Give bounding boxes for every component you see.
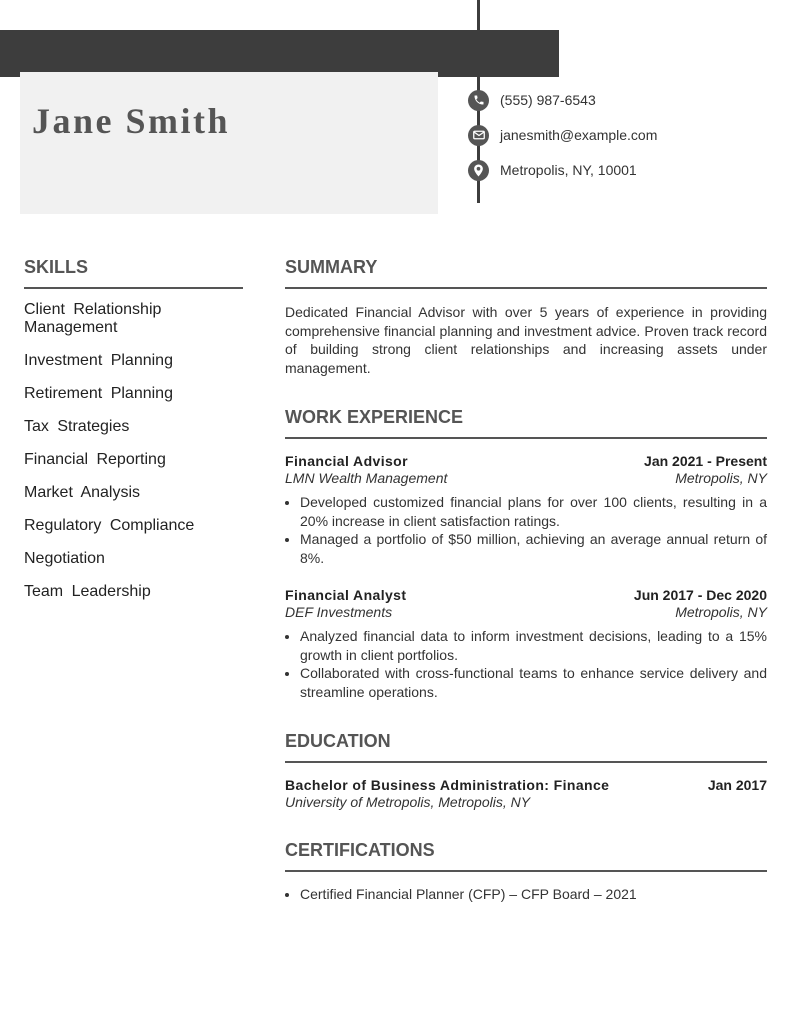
envelope-icon bbox=[468, 125, 489, 146]
skill-item: Client Relationship Management bbox=[24, 301, 162, 336]
degree: Bachelor of Business Administration: Finance bbox=[285, 777, 610, 793]
education-entry bbox=[285, 777, 767, 810]
job-location: Metropolis, NY bbox=[675, 470, 767, 486]
email-address: janesmith@example.com bbox=[500, 127, 658, 143]
job-bullets bbox=[285, 627, 767, 701]
education-title: EDUCATION bbox=[285, 731, 391, 751]
school: University of Metropolis, Metropolis, NY bbox=[285, 794, 531, 810]
skill-item: Market Analysis bbox=[24, 484, 141, 501]
skill-item: Regulatory Compliance bbox=[24, 517, 195, 534]
experience-title: WORK EXPERIENCE bbox=[285, 407, 464, 427]
summary-title: SUMMARY bbox=[285, 257, 378, 277]
phone-icon bbox=[468, 90, 489, 111]
main-column bbox=[285, 255, 767, 904]
skill-item: Retirement Planning bbox=[24, 385, 173, 402]
certifications-divider bbox=[285, 870, 767, 872]
certifications-title: CERTIFICATIONS bbox=[285, 840, 435, 860]
header-bar bbox=[0, 30, 559, 77]
job-bullet: • Managed a portfolio of $50 million, achieving an average annual return of 8%. bbox=[300, 530, 767, 567]
job-entry bbox=[285, 587, 767, 701]
contact-address bbox=[468, 159, 637, 181]
job-title: Financial Advisor bbox=[285, 453, 408, 469]
skills-list bbox=[24, 301, 243, 601]
job-entry bbox=[285, 453, 767, 567]
skills-section bbox=[24, 255, 243, 616]
job-dates: Jan 2021 - Present bbox=[644, 453, 767, 469]
address: Metropolis, NY, 10001 bbox=[500, 162, 637, 178]
job-location: Metropolis, NY bbox=[675, 604, 767, 620]
phone-number: (555) 987-6543 bbox=[500, 92, 596, 108]
job-company: LMN Wealth Management bbox=[285, 470, 448, 486]
certification-item: • Certified Financial Planner (CFP) – CFP Board – 2021 bbox=[300, 885, 767, 904]
skills-divider bbox=[24, 287, 243, 289]
skill-item: Team Leadership bbox=[24, 583, 151, 600]
candidate-name: Jane Smith bbox=[32, 101, 231, 141]
experience-divider bbox=[285, 437, 767, 439]
skill-item: Financial Reporting bbox=[24, 451, 166, 468]
job-bullet: • Collaborated with cross-functional teams to enhance service delivery and streamline operations. bbox=[300, 664, 767, 701]
summary-section bbox=[285, 255, 767, 377]
job-bullet: • Analyzed financial data to inform investment decisions, leading to a 15% growth in client portfolios. bbox=[300, 627, 767, 664]
skills-title: SKILLS bbox=[24, 257, 89, 277]
job-dates: Jun 2017 - Dec 2020 bbox=[633, 587, 767, 603]
education-divider bbox=[285, 761, 767, 763]
name-box bbox=[20, 72, 438, 214]
summary-text: Dedicated Financial Advisor with over 5 years of experience in providing comprehensive financial planning and investment advice. Proven track record of building strong client relationships and increasing assets under management. bbox=[285, 304, 767, 376]
job-title: Financial Analyst bbox=[285, 587, 407, 603]
map-pin-icon bbox=[468, 160, 489, 181]
education-section bbox=[285, 729, 767, 810]
skill-item: Negotiation bbox=[24, 550, 105, 567]
experience-section bbox=[285, 405, 767, 701]
summary-divider bbox=[285, 287, 767, 289]
skill-item: Tax Strategies bbox=[24, 418, 130, 435]
job-bullet: • Developed customized financial plans for over 100 clients, resulting in a 20% increase in client satisfaction ratings. bbox=[300, 493, 767, 530]
skill-item: Investment Planning bbox=[24, 352, 173, 369]
graduation-date: Jan 2017 bbox=[707, 777, 767, 793]
job-bullets bbox=[285, 493, 767, 567]
certifications-section bbox=[285, 838, 767, 904]
certifications-list bbox=[285, 885, 767, 904]
contact-email bbox=[468, 124, 657, 146]
contact-phone bbox=[468, 89, 596, 111]
timeline-line-top bbox=[477, 0, 480, 30]
job-company: DEF Investments bbox=[285, 604, 393, 620]
